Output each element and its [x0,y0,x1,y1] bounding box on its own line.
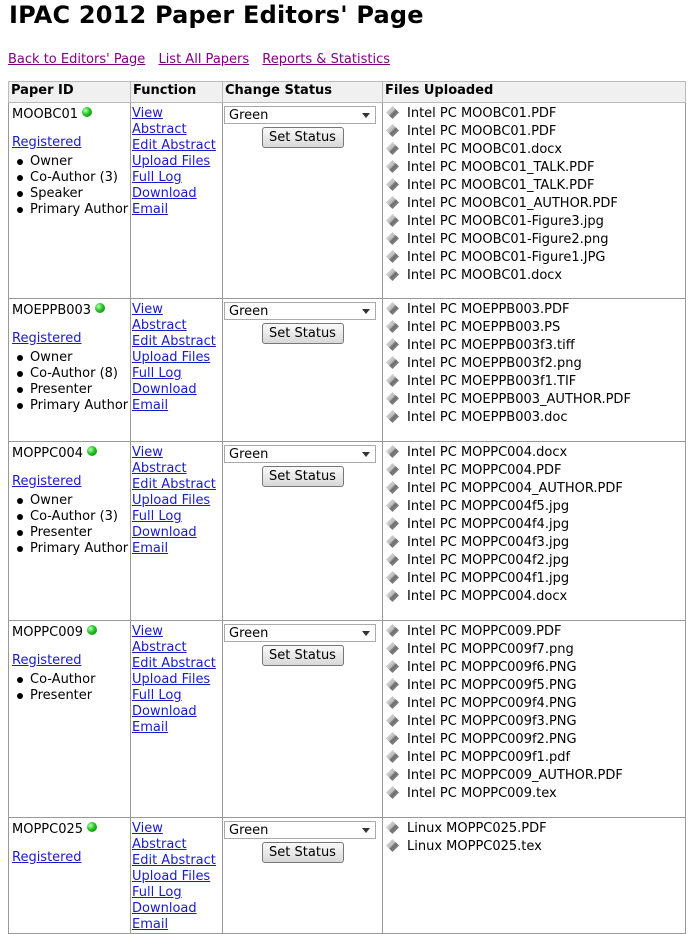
change-status-cell [223,103,383,299]
file-item[interactable] [384,480,684,498]
file-item[interactable] [384,391,684,409]
file-name: Intel PC MOOBC01.docx [407,142,563,157]
file-item[interactable] [384,141,684,159]
files-cell [383,299,686,442]
view-abstract-link[interactable]: View Abstract [132,302,187,333]
registered-link[interactable]: Registered [12,850,82,865]
set-status-button[interactable]: Set Status [262,842,344,863]
registered-link[interactable]: Registered [12,653,82,668]
header-change-status: Change Status [223,82,383,103]
full-log-link[interactable]: Full Log [132,688,182,703]
full-log-link[interactable]: Full Log [132,170,182,185]
file-name: Intel PC MOPPC004.docx [407,445,568,460]
file-name: Intel PC MOPPC009f5.PNG [407,678,577,693]
file-item[interactable] [384,785,684,803]
table-row [9,621,686,818]
file-name: Intel PC MOPPC009.tex [407,786,557,801]
file-name: Intel PC MOEPPB003_AUTHOR.PDF [407,392,631,407]
file-item[interactable] [384,713,684,731]
view-abstract-link[interactable]: View Abstract [132,821,187,852]
file-item[interactable] [384,641,684,659]
diamond-file-icon [386,535,399,548]
status-select[interactable] [224,821,376,839]
email-link[interactable]: Email [132,541,169,556]
header-function: Function [131,82,223,103]
file-name: Intel PC MOEPPB003f1.TIF [407,374,577,389]
table-row [9,818,686,934]
set-status-button[interactable]: Set Status [262,127,344,148]
status-select-value: Green [229,823,269,838]
diamond-file-icon [386,445,399,458]
diamond-file-icon [386,320,399,333]
files-cell [383,818,686,934]
role-item: Co-Author (8) [30,366,129,382]
role-item: Speaker [30,186,129,202]
diamond-file-icon [386,463,399,476]
diamond-file-icon [386,571,399,584]
role-item: Co-Author (3) [30,170,129,186]
status-dot-icon [87,446,97,456]
diamond-file-icon [386,678,399,691]
nav-links [8,52,399,67]
status-select-value: Green [229,626,269,641]
view-abstract-link[interactable]: View Abstract [132,624,187,655]
diamond-file-icon [386,302,399,315]
file-item[interactable] [384,820,684,838]
file-name: Intel PC MOEPPB003.PDF [407,302,570,317]
role-item: Presenter [30,382,129,398]
file-item[interactable] [384,337,684,355]
diamond-file-icon [386,821,399,834]
set-status-button[interactable]: Set Status [262,466,344,487]
diamond-file-icon [386,268,399,281]
diamond-file-icon [386,750,399,763]
list-all-papers-link[interactable]: List All Papers [158,52,250,67]
diamond-file-icon [386,768,399,781]
role-item: Co-Author (3) [30,509,129,525]
file-name: Intel PC MOPPC009f6.PNG [407,660,577,675]
status-select-value: Green [229,304,269,319]
file-item[interactable] [384,552,684,570]
file-item[interactable] [384,105,684,123]
table-row [9,103,686,299]
file-item[interactable] [384,695,684,713]
files-cell [383,621,686,818]
page-title: IPAC 2012 Paper Editors' Page [9,1,424,29]
diamond-file-icon [386,499,399,512]
files-list [384,301,684,427]
role-item: Presenter [30,525,129,541]
file-name: Intel PC MOOBC01-Figure2.png [407,232,609,247]
change-status-cell [223,442,383,621]
diamond-file-icon [386,338,399,351]
diamond-file-icon [386,517,399,530]
edit-abstract-link[interactable]: Edit Abstract [132,334,216,349]
paper-id-cell [9,299,131,442]
full-log-link[interactable]: Full Log [132,885,182,900]
status-dot-icon [82,107,92,117]
change-status-cell [223,818,383,934]
registered-link[interactable]: Registered [12,135,82,150]
email-link[interactable]: Email [132,398,169,413]
role-item: Primary Author [30,398,129,413]
file-item[interactable] [384,659,684,677]
email-link[interactable]: Email [132,917,169,932]
diamond-file-icon [386,624,399,637]
file-name: Intel PC MOPPC009f1.pdf [407,750,571,765]
view-abstract-link[interactable]: View Abstract [132,445,187,476]
status-dot-icon [87,625,97,635]
function-cell [131,299,223,442]
file-item[interactable] [384,749,684,767]
diamond-file-icon [386,356,399,369]
table-header-row [9,82,686,103]
file-name: Intel PC MOOBC01.docx [407,268,563,283]
file-item[interactable] [384,462,684,480]
file-name: Intel PC MOEPPB003.doc [407,410,568,425]
role-item: Co-Author [30,672,129,688]
diamond-file-icon [386,106,399,119]
role-item: Owner [30,493,129,509]
diamond-file-icon [386,642,399,655]
view-abstract-link[interactable]: View Abstract [132,106,187,137]
back-to-editors-link[interactable]: Back to Editors' Page [8,52,146,67]
file-item[interactable] [384,319,684,337]
roles-list [10,672,129,704]
file-item[interactable] [384,498,684,516]
email-link[interactable]: Email [132,202,169,217]
diamond-file-icon [386,214,399,227]
diamond-file-icon [386,374,399,387]
file-item[interactable] [384,123,684,141]
paper-id: MOPPC009 [12,625,84,640]
roles-list [10,493,129,557]
roles-list [10,154,129,218]
edit-abstract-link[interactable]: Edit Abstract [132,853,216,868]
diamond-file-icon [386,839,399,852]
file-name: Intel PC MOPPC009f7.png [407,642,574,657]
papers-table [8,81,686,934]
status-select[interactable] [224,106,376,124]
file-name: Intel PC MOOBC01.PDF [407,124,557,139]
files-cell [383,103,686,299]
file-item[interactable] [384,195,684,213]
file-item[interactable] [384,177,684,195]
file-item[interactable] [384,231,684,249]
file-name: Intel PC MOEPPB003f2.png [407,356,582,371]
diamond-file-icon [386,786,399,799]
download-link[interactable]: Download [132,525,197,540]
paper-id-cell [9,442,131,621]
file-name: Intel PC MOPPC004.PDF [407,463,562,478]
files-list [384,623,684,803]
file-item[interactable] [384,767,684,785]
paper-id: MOEPPB003 [12,303,92,318]
file-name: Intel PC MOOBC01-Figure3.jpg [407,214,604,229]
role-item: Presenter [30,688,129,704]
diamond-file-icon [386,250,399,263]
edit-abstract-link[interactable]: Edit Abstract [132,656,216,671]
registered-link[interactable]: Registered [12,474,82,489]
header-files-uploaded: Files Uploaded [383,82,686,103]
paper-id-cell [9,103,131,299]
file-name: Intel PC MOPPC004f4.jpg [407,517,570,532]
file-item[interactable] [384,249,684,267]
file-name: Intel PC MOOBC01.PDF [407,106,557,121]
email-link[interactable]: Email [132,720,169,735]
status-select[interactable] [224,302,376,320]
file-name: Intel PC MOPPC009f2.PNG [407,732,577,747]
diamond-file-icon [386,589,399,602]
file-item[interactable] [384,301,684,319]
upload-files-link[interactable]: Upload Files [132,672,211,687]
download-link[interactable]: Download [132,901,197,916]
role-item: Primary Author [30,541,129,556]
file-name: Intel PC MOPPC009_AUTHOR.PDF [407,768,623,783]
status-dot-icon [95,303,105,313]
diamond-file-icon [386,142,399,155]
file-item[interactable] [384,677,684,695]
full-log-link[interactable]: Full Log [132,509,182,524]
role-item: Primary Author [30,202,129,217]
roles-list [10,350,129,414]
file-item[interactable] [384,373,684,391]
status-select[interactable] [224,624,376,642]
diamond-file-icon [386,714,399,727]
function-cell [131,818,223,934]
function-cell [131,103,223,299]
diamond-file-icon [386,732,399,745]
file-name: Intel PC MOPPC009f4.PNG [407,696,577,711]
change-status-cell [223,621,383,818]
download-link[interactable]: Download [132,704,197,719]
file-item[interactable] [384,267,684,285]
role-item: Owner [30,350,129,366]
status-select-value: Green [229,108,269,123]
table-row [9,299,686,442]
file-name: Intel PC MOPPC004_AUTHOR.PDF [407,481,623,496]
file-name: Intel PC MOOBC01_AUTHOR.PDF [407,196,618,211]
diamond-file-icon [386,392,399,405]
change-status-cell [223,299,383,442]
status-select-value: Green [229,447,269,462]
file-name: Intel PC MOOBC01_TALK.PDF [407,178,595,193]
paper-id: MOOBC01 [12,107,78,122]
file-item[interactable] [384,731,684,749]
header-paper-id: Paper ID [9,82,131,103]
file-name: Intel PC MOPPC009f3.PNG [407,714,577,729]
upload-files-link[interactable]: Upload Files [132,869,211,884]
diamond-file-icon [386,553,399,566]
file-item[interactable] [384,588,684,606]
paper-id: MOPPC004 [12,446,84,461]
upload-files-link[interactable]: Upload Files [132,350,211,365]
diamond-file-icon [386,124,399,137]
paper-id-cell [9,818,131,934]
upload-files-link[interactable]: Upload Files [132,154,211,169]
file-name: Intel PC MOEPPB003f3.tiff [407,338,575,353]
edit-abstract-link[interactable]: Edit Abstract [132,477,216,492]
file-name: Intel PC MOPPC004f1.jpg [407,571,570,586]
file-item[interactable] [384,159,684,177]
file-name: Intel PC MOPPC004f2.jpg [407,553,570,568]
registered-link[interactable]: Registered [12,331,82,346]
file-name: Intel PC MOPPC009.PDF [407,624,562,639]
edit-abstract-link[interactable]: Edit Abstract [132,138,216,153]
diamond-file-icon [386,178,399,191]
file-name: Linux MOPPC025.PDF [407,821,547,836]
table-row [9,442,686,621]
file-name: Intel PC MOPPC004.docx [407,589,568,604]
function-cell [131,621,223,818]
upload-files-link[interactable]: Upload Files [132,493,211,508]
download-link[interactable]: Download [132,186,197,201]
diamond-file-icon [386,232,399,245]
file-item[interactable] [384,838,684,856]
diamond-file-icon [386,696,399,709]
files-cell [383,442,686,621]
status-dot-icon [87,822,97,832]
file-item[interactable] [384,213,684,231]
file-name: Intel PC MOEPPB003.PS [407,320,561,335]
status-select[interactable] [224,445,376,463]
diamond-file-icon [386,481,399,494]
file-item[interactable] [384,516,684,534]
file-item[interactable] [384,409,684,427]
file-name: Intel PC MOPPC004f5.jpg [407,499,570,514]
diamond-file-icon [386,196,399,209]
files-list [384,444,684,606]
download-link[interactable]: Download [132,382,197,397]
diamond-file-icon [386,160,399,173]
function-cell [131,442,223,621]
paper-id-cell [9,621,131,818]
file-name: Intel PC MOOBC01_TALK.PDF [407,160,595,175]
diamond-file-icon [386,660,399,673]
role-item: Owner [30,154,129,170]
file-item[interactable] [384,623,684,641]
file-item[interactable] [384,444,684,462]
paper-id: MOPPC025 [12,822,84,837]
full-log-link[interactable]: Full Log [132,366,182,381]
file-name: Intel PC MOOBC01-Figure1.JPG [407,250,606,265]
file-name: Intel PC MOPPC004f3.jpg [407,535,570,550]
set-status-button[interactable]: Set Status [262,645,344,666]
set-status-button[interactable]: Set Status [262,323,344,344]
file-item[interactable] [384,534,684,552]
file-item[interactable] [384,570,684,588]
files-list [384,105,684,285]
file-name: Linux MOPPC025.tex [407,839,542,854]
diamond-file-icon [386,410,399,423]
reports-statistics-link[interactable]: Reports & Statistics [262,52,390,67]
file-item[interactable] [384,355,684,373]
